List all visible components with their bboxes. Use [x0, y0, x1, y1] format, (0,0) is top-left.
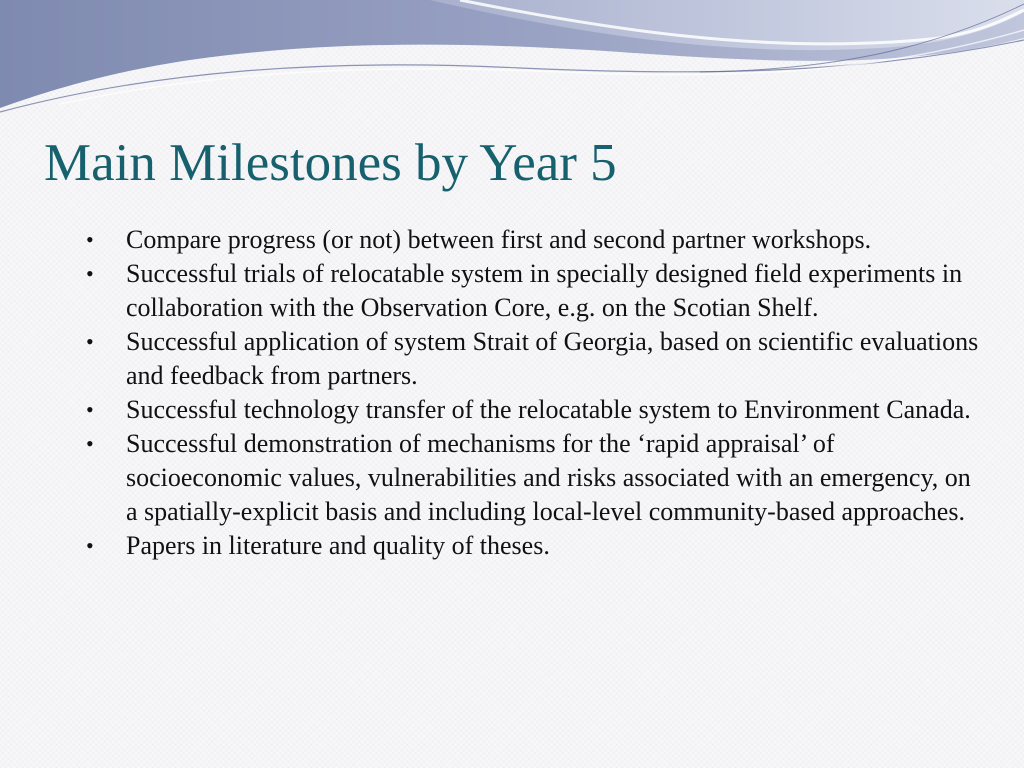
bullet-item	[80, 223, 980, 257]
bullet-text: Successful demonstration of mechanisms for the ‘rapid appraisal’ of socioeconomic values, vulnerabilities and risks associated with an emergency, on a spatially-explicit basis and including local-level community-based approaches.	[126, 429, 971, 526]
bullet-item	[80, 529, 980, 563]
bullet-dot-icon: •	[86, 533, 94, 558]
bullet-dot-icon: •	[86, 431, 94, 456]
bullet-text: Successful technology transfer of the relocatable system to Environment Canada.	[126, 395, 971, 424]
bullet-item	[80, 257, 980, 325]
bullet-text: Compare progress (or not) between first and second partner workshops.	[126, 225, 872, 254]
bullet-dot-icon: •	[86, 261, 94, 286]
header-wave-decoration	[0, 0, 1024, 120]
bullet-dot-icon: •	[86, 397, 94, 422]
milestone-bullet-list	[80, 223, 980, 563]
bullet-dot-icon: •	[86, 329, 94, 354]
bullet-text: Papers in literature and quality of theses.	[126, 531, 550, 560]
slide-title: Main Milestones by Year 5	[44, 134, 617, 192]
bullet-item	[80, 325, 980, 393]
bullet-text: Successful trials of relocatable system in specially designed field experiments in collaboration with the Observation Core, e.g. on the Scotian Shelf.	[126, 259, 963, 322]
bullet-item	[80, 427, 980, 529]
bullet-dot-icon: •	[86, 227, 94, 252]
bullet-item	[80, 393, 980, 427]
bullet-text: Successful application of system Strait of Georgia, based on scientific evaluations and feedback from partners.	[126, 327, 979, 390]
